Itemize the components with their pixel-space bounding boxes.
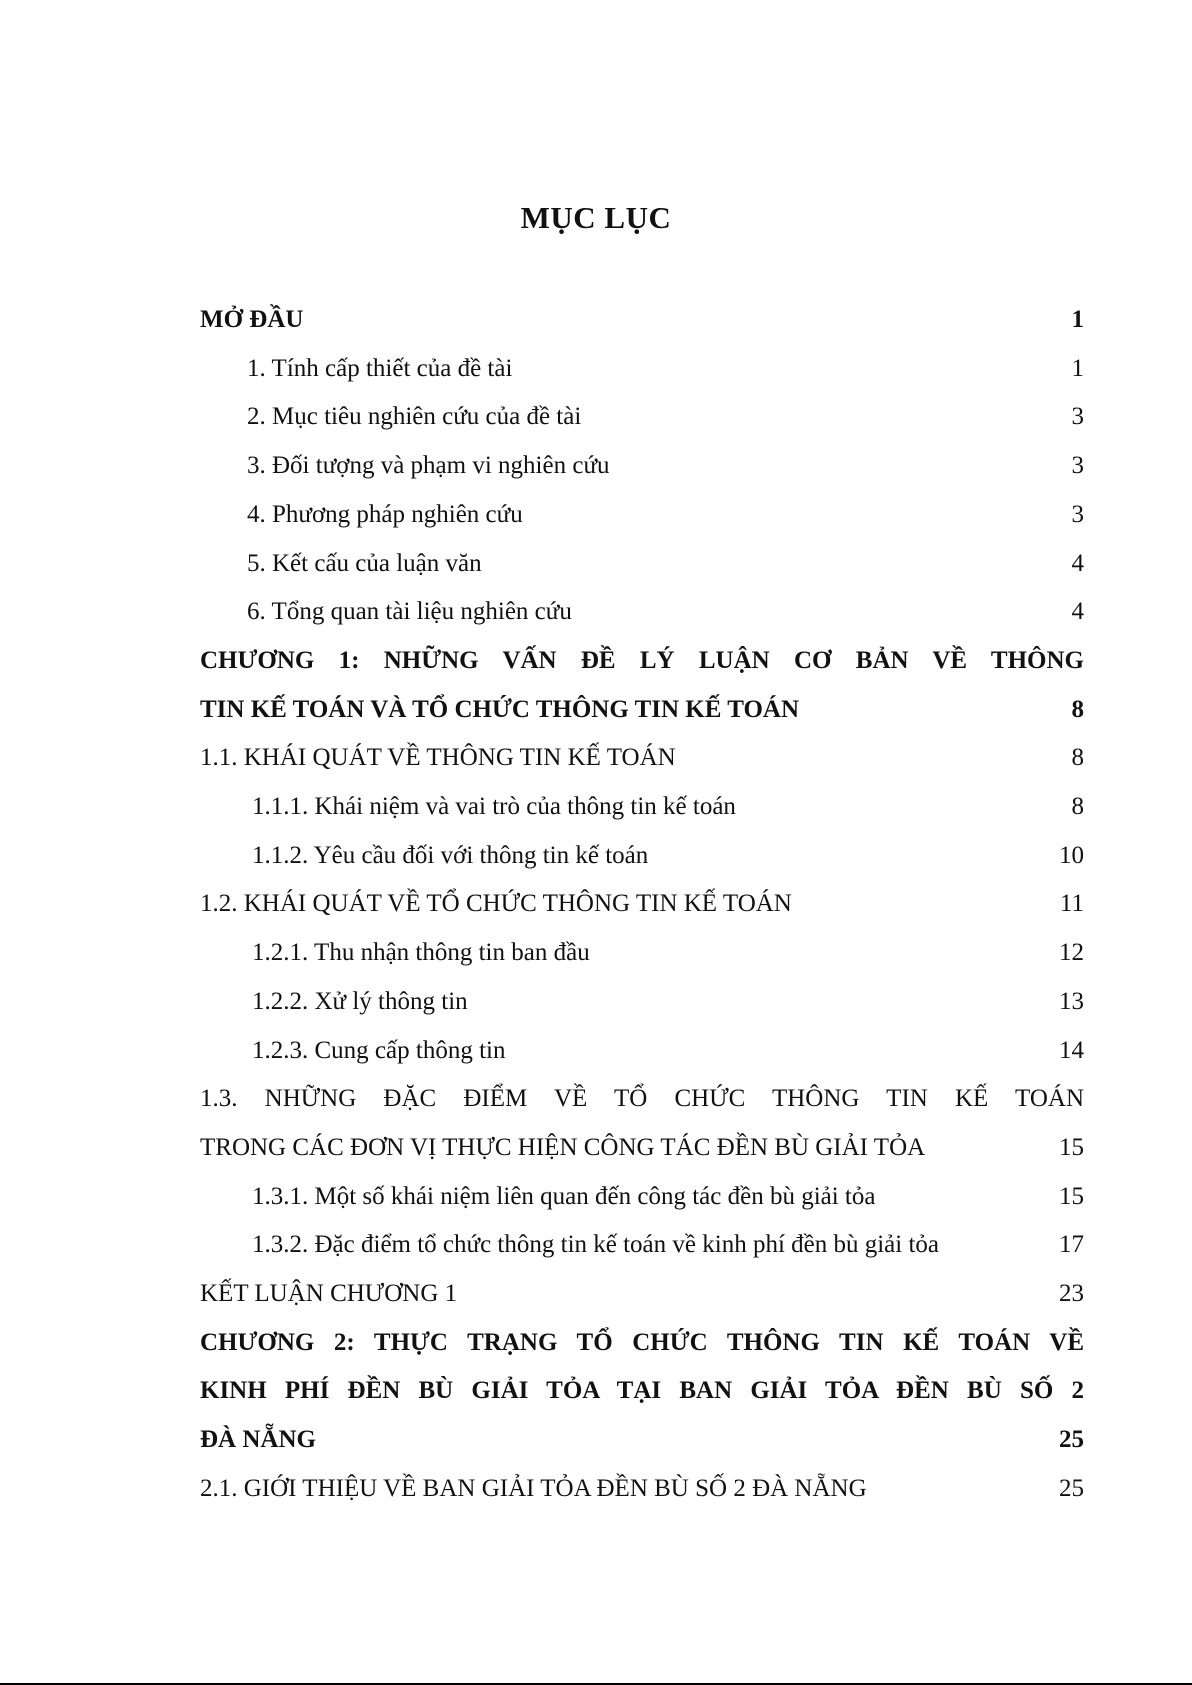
toc-entry-page-number: 12 bbox=[1059, 939, 1084, 967]
toc-entry-title: 1.3.2. Đặc điểm tổ chức thông tin kế toán về kinh phí đền bù giải tỏa bbox=[252, 1231, 940, 1259]
toc-entry-row bbox=[252, 1027, 1084, 1076]
dot-leader bbox=[305, 303, 1069, 328]
toc-entry-row bbox=[247, 393, 1084, 442]
toc-entry-row bbox=[252, 832, 1084, 881]
toc-entry[interactable] bbox=[200, 880, 1084, 929]
toc-entry-row bbox=[200, 734, 1084, 783]
toc-entry-title: TIN KẾ TOÁN VÀ TỔ CHỨC THÔNG TIN KẾ TOÁN bbox=[200, 695, 799, 723]
dot-leader bbox=[525, 498, 1070, 523]
toc-entry-row bbox=[200, 296, 1084, 345]
dot-leader bbox=[459, 1277, 1057, 1302]
toc-entry-row bbox=[200, 1124, 1084, 1173]
dot-leader bbox=[738, 790, 1070, 815]
dot-leader bbox=[592, 936, 1057, 961]
toc-entry-row bbox=[252, 929, 1084, 978]
toc-entry[interactable] bbox=[200, 978, 1084, 1027]
toc-entry-line: CHƯƠNG 1: NHỮNG VẤN ĐỀ LÝ LUẬN CƠ BẢN VỀ THÔNG bbox=[200, 646, 1084, 674]
table-of-contents bbox=[200, 296, 1084, 1514]
toc-entry-page-number: 3 bbox=[1071, 452, 1084, 480]
toc-entry[interactable] bbox=[200, 1270, 1084, 1319]
toc-entry-row bbox=[247, 345, 1084, 394]
toc-entry-page-number: 23 bbox=[1059, 1280, 1084, 1308]
toc-entry-title: 4. Phương pháp nghiên cứu bbox=[247, 500, 523, 528]
toc-entry-page-number: 3 bbox=[1071, 403, 1084, 431]
dot-leader bbox=[650, 839, 1057, 864]
toc-entry-title: 1.2. KHÁI QUÁT VỀ TỔ CHỨC THÔNG TIN KẾ TOÁN bbox=[200, 890, 792, 918]
toc-entry-title: TRONG CÁC ĐƠN VỊ THỰC HIỆN CÔNG TÁC ĐỀN BÙ GIẢI TỎA bbox=[200, 1133, 926, 1161]
toc-entry[interactable] bbox=[200, 1173, 1084, 1222]
toc-entry-page-number: 1 bbox=[1071, 354, 1084, 382]
dot-leader bbox=[877, 1180, 1057, 1205]
toc-entry-page-number: 14 bbox=[1059, 1036, 1084, 1064]
toc-entry-row bbox=[200, 1270, 1084, 1319]
toc-entry[interactable] bbox=[200, 1465, 1084, 1514]
dot-leader bbox=[941, 1229, 1057, 1254]
toc-entry-row bbox=[247, 442, 1084, 491]
toc-entry-title: 1.2.3. Cung cấp thông tin bbox=[252, 1036, 506, 1064]
toc-entry-page-number: 11 bbox=[1059, 890, 1084, 918]
toc-entry-page-number: 17 bbox=[1059, 1231, 1084, 1259]
toc-entry[interactable] bbox=[200, 393, 1084, 442]
toc-entry-row bbox=[252, 1173, 1084, 1222]
toc-entry[interactable] bbox=[200, 588, 1084, 637]
toc-entry-row bbox=[247, 540, 1084, 589]
toc-entry-title: 2. Mục tiêu nghiên cứu của đề tài bbox=[247, 403, 582, 431]
toc-entry-row bbox=[200, 1416, 1084, 1465]
toc-entry-page-number: 4 bbox=[1071, 549, 1084, 577]
toc-entry-title: MỞ ĐẦU bbox=[200, 306, 304, 333]
dot-leader bbox=[514, 352, 1069, 377]
toc-entry-page-number: 25 bbox=[1059, 1474, 1084, 1502]
toc-entry-row bbox=[200, 880, 1084, 929]
toc-entry-title: ĐÀ NẴNG bbox=[200, 1426, 316, 1454]
toc-entry[interactable] bbox=[200, 1221, 1084, 1270]
toc-entry-title: KẾT LUẬN CHƯƠNG 1 bbox=[200, 1280, 458, 1308]
toc-entry-page-number: 15 bbox=[1059, 1182, 1084, 1210]
toc-entry-page-number: 8 bbox=[1071, 695, 1084, 723]
toc-entry-title: 1.2.1. Thu nhận thông tin ban đầu bbox=[252, 939, 590, 967]
dot-leader bbox=[794, 888, 1058, 913]
toc-entry-row bbox=[247, 491, 1084, 540]
dot-leader bbox=[318, 1423, 1057, 1448]
toc-entry-title: 3. Đối tượng và phạm vi nghiên cứu bbox=[247, 452, 610, 480]
dot-leader bbox=[612, 449, 1070, 474]
dot-leader bbox=[927, 1131, 1057, 1156]
toc-entry[interactable] bbox=[200, 442, 1084, 491]
toc-entry-page-number: 10 bbox=[1059, 841, 1084, 869]
toc-entry-page-number: 3 bbox=[1071, 500, 1084, 528]
toc-entry[interactable] bbox=[200, 783, 1084, 832]
toc-entry-row bbox=[252, 978, 1084, 1027]
toc-entry-page-number: 1 bbox=[1071, 306, 1084, 333]
toc-entry[interactable] bbox=[200, 345, 1084, 394]
toc-entry-page-number: 8 bbox=[1071, 744, 1084, 772]
toc-entry[interactable] bbox=[200, 734, 1084, 783]
page-title: MỤC LỤC bbox=[520, 200, 672, 235]
toc-entry[interactable] bbox=[200, 296, 1084, 345]
toc-entry[interactable] bbox=[200, 1027, 1084, 1076]
toc-entry-line: 1.3. NHỮNG ĐẶC ĐIỂM VỀ TỔ CHỨC THÔNG TIN KẾ TOÁN bbox=[200, 1085, 1084, 1113]
toc-entry-title: 6. Tổng quan tài liệu nghiên cứu bbox=[247, 598, 572, 626]
dot-leader bbox=[507, 1034, 1057, 1059]
toc-entry[interactable] bbox=[200, 1319, 1084, 1465]
dot-leader bbox=[484, 547, 1070, 572]
toc-entry-page-number: 8 bbox=[1071, 793, 1084, 821]
dot-leader bbox=[678, 742, 1070, 767]
toc-entry-line: CHƯƠNG 2: THỰC TRẠNG TỔ CHỨC THÔNG TIN KẾ TOÁN VỀ bbox=[200, 1328, 1084, 1356]
dot-leader bbox=[470, 985, 1057, 1010]
dot-leader bbox=[574, 595, 1070, 620]
toc-entry[interactable] bbox=[200, 491, 1084, 540]
toc-entry-row bbox=[252, 783, 1084, 832]
toc-entry-title: 5. Kết cấu của luận văn bbox=[247, 549, 482, 577]
toc-entry-title: 1. Tính cấp thiết của đề tài bbox=[247, 354, 513, 382]
toc-entry-page-number: 25 bbox=[1059, 1426, 1084, 1454]
toc-entry[interactable] bbox=[200, 1075, 1084, 1172]
toc-entry[interactable] bbox=[200, 540, 1084, 589]
dot-leader bbox=[583, 401, 1069, 426]
toc-entry-title: 1.3.1. Một số khái niệm liên quan đến công tác đền bù giải tỏa bbox=[252, 1182, 876, 1210]
toc-entry-title: 2.1. GIỚI THIỆU VỀ BAN GIẢI TỎA ĐỀN BÙ SỐ 2 ĐÀ NẴNG bbox=[200, 1474, 867, 1502]
dot-leader bbox=[801, 693, 1070, 718]
toc-entry[interactable] bbox=[200, 832, 1084, 881]
toc-entry-title: 1.1.2. Yêu cầu đối với thông tin kế toán bbox=[252, 841, 649, 869]
toc-entry-page-number: 15 bbox=[1059, 1133, 1084, 1161]
toc-entry-title: 1.2.2. Xử lý thông tin bbox=[252, 987, 468, 1015]
toc-entry[interactable] bbox=[200, 929, 1084, 978]
toc-entry-title: 1.1.1. Khái niệm và vai trò của thông tin kế toán bbox=[252, 793, 736, 821]
toc-entry-row bbox=[200, 1465, 1084, 1514]
toc-entry[interactable] bbox=[200, 637, 1084, 734]
toc-entry-page-number: 13 bbox=[1059, 987, 1084, 1015]
toc-entry-row bbox=[247, 588, 1084, 637]
toc-entry-row bbox=[252, 1221, 1084, 1270]
dot-leader bbox=[869, 1472, 1057, 1497]
toc-entry-page-number: 4 bbox=[1071, 598, 1084, 626]
toc-entry-title: 1.1. KHÁI QUÁT VỀ THÔNG TIN KẾ TOÁN bbox=[200, 744, 676, 772]
toc-entry-line: KINH PHÍ ĐỀN BÙ GIẢI TỎA TẠI BAN GIẢI TỎA ĐỀN BÙ SỐ 2 bbox=[200, 1377, 1084, 1405]
toc-entry-row bbox=[200, 686, 1084, 735]
